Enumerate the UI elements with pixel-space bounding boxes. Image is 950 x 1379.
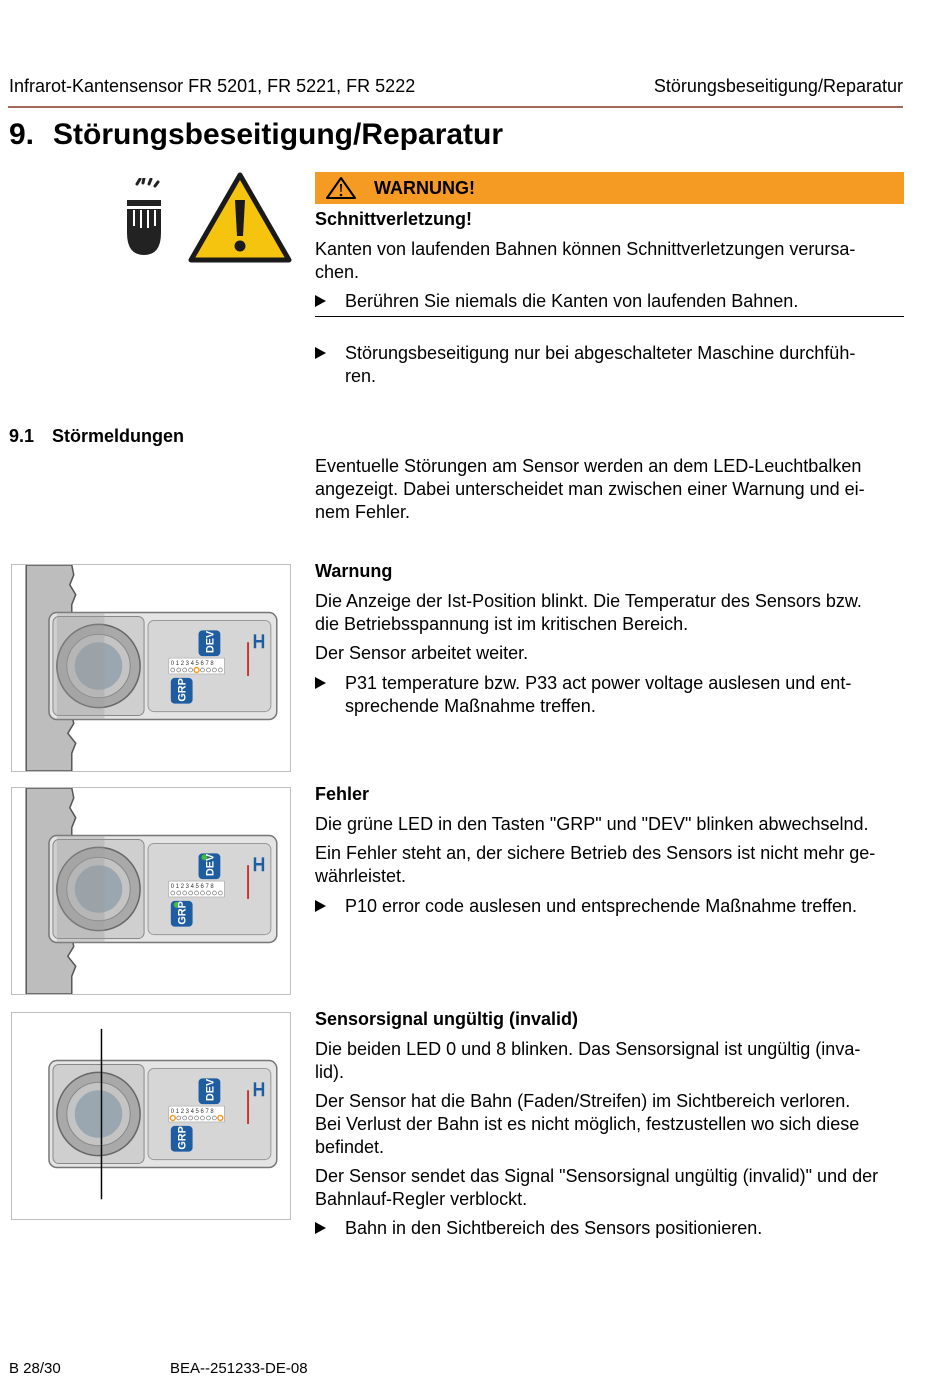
section-intro-line2: angezeigt. Dabei unterscheidet man zwischen einer Warnung und ei- [315, 479, 865, 499]
warning-bullet-text: Berühren Sie niemals die Kanten von laufenden Bahnen. [345, 291, 799, 311]
section-intro-line3: nem Fehler. [315, 502, 411, 522]
led-scale: 0 1 2 3 4 5 6 7 8 [170, 1109, 214, 1116]
intro-bullet [315, 342, 855, 388]
bullet-arrow-icon [315, 1222, 326, 1234]
sensor-figure-warnung [11, 564, 291, 772]
warnung-p1-line1: Die Anzeige der Ist-Position blinkt. Die Temperatur des Sensors bzw. [315, 591, 862, 611]
fehler-p2-line2: währleistet. [315, 866, 407, 886]
warning-small-icon [325, 176, 357, 200]
invalid-p1-line2: lid). [315, 1062, 345, 1082]
warning-text-line1: Kanten von laufenden Bahnen können Schnittverletzungen verursa- [315, 239, 856, 259]
warnung-heading: Warnung [315, 561, 393, 581]
dev-label: DEV [204, 853, 217, 877]
led-scale: 0 1 2 3 4 5 6 7 8 [170, 661, 214, 668]
fehler-bullet [315, 895, 857, 918]
grp-label: GRP [176, 678, 189, 702]
warning-bottom-rule [315, 316, 904, 317]
invalid-p3-line1: Der Sensor sendet das Signal "Sensorsignal ungültig (invalid)" und der [315, 1166, 879, 1186]
dev-label: DEV [204, 630, 217, 654]
warnung-p2: Der Sensor arbeitet weiter. [315, 643, 529, 663]
led-scale: 0 1 2 3 4 5 6 7 8 [170, 884, 214, 891]
header-right: Störungsbeseitigung/Reparatur [653, 76, 903, 96]
warning-label: WARNUNG! [374, 178, 475, 198]
section-number: 9.1 [9, 426, 35, 446]
bullet-arrow-icon [315, 900, 326, 912]
header-left: Infrarot-Kantensensor FR 5201, FR 5221, FR 5222 [9, 76, 416, 96]
footer-page: B 28/30 [9, 1360, 61, 1377]
footer-doc-id: BEA--251233-DE-08 [170, 1360, 308, 1377]
chapter-title-text: Störungsbeseitigung/Reparatur [53, 118, 504, 151]
grp-label: GRP [176, 901, 189, 925]
intro-bullet-line2: ren. [345, 366, 377, 386]
warning-text-line2: chen. [315, 262, 360, 282]
fehler-bullet-text: P10 error code auslesen und entsprechende Maßnahme treffen. [345, 896, 857, 916]
chapter-title [9, 118, 503, 152]
warning-heading: Schnittverletzung! [315, 209, 473, 229]
invalid-p2-line2: Bei Verlust der Bahn ist es nicht möglich, festzustellen wo sich diese [315, 1114, 860, 1134]
bullet-arrow-icon [315, 347, 326, 359]
invalid-heading: Sensorsignal ungültig (invalid) [315, 1009, 579, 1029]
warnung-bullet-line2: sprechende Maßnahme treffen. [345, 696, 596, 716]
fehler-heading: Fehler [315, 784, 370, 804]
chapter-number: 9. [9, 118, 35, 151]
dev-label: DEV [204, 1078, 217, 1102]
warnung-bullet [315, 672, 851, 718]
invalid-p1-line1: Die beiden LED 0 und 8 blinken. Das Sensorsignal ist ungültig (inva- [315, 1039, 861, 1059]
section-intro-line1: Eventuelle Störungen am Sensor werden an dem LED-Leuchtbalken [315, 456, 862, 476]
warning-bullet [315, 290, 798, 313]
sensor-figure-fehler [11, 787, 291, 995]
invalid-bullet [315, 1217, 762, 1240]
section-title: Störmeldungen [52, 426, 185, 446]
invalid-p3-line2: Bahnlauf-Regler verblockt. [315, 1189, 528, 1209]
fehler-p1: Die grüne LED in den Tasten "GRP" und "DEV" blinken abwechselnd. [315, 814, 869, 834]
warnung-p1-line2: die Betriebsspannung ist im kritischen Bereich. [315, 614, 689, 634]
warnung-bullet-line1: P31 temperature bzw. P33 act power voltage auslesen und ent- [345, 673, 852, 693]
invalid-bullet-text: Bahn in den Sichtbereich des Sensors positionieren. [345, 1218, 763, 1238]
header-rule [8, 106, 903, 108]
invalid-p2-line1: Der Sensor hat die Bahn (Faden/Streifen) im Sichtbereich verloren. [315, 1091, 851, 1111]
bullet-arrow-icon [315, 677, 326, 689]
protective-glove-icon [124, 178, 166, 260]
intro-bullet-line1: Störungsbeseitigung nur bei abgeschalteter Maschine durchfüh- [345, 343, 856, 363]
warning-triangle-icon [188, 172, 292, 264]
fehler-p2-line1: Ein Fehler steht an, der sichere Betrieb des Sensors ist nicht mehr ge- [315, 843, 876, 863]
grp-label: GRP [176, 1126, 189, 1150]
bullet-arrow-icon [315, 295, 326, 307]
warning-banner [315, 172, 904, 204]
invalid-p2-line3: befindet. [315, 1137, 385, 1157]
sensor-figure-invalid [11, 1012, 291, 1220]
